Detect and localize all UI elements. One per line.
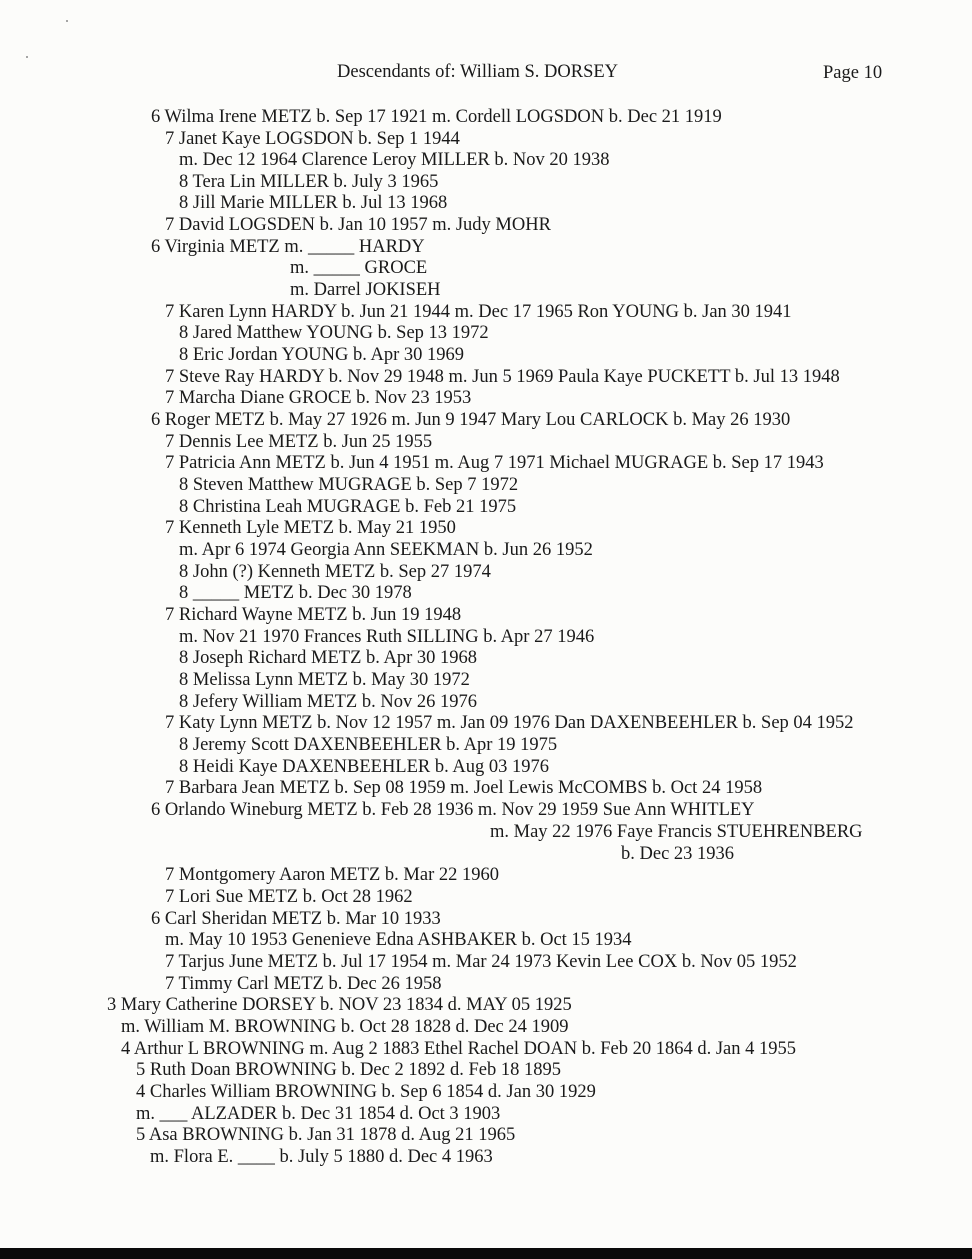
list-line: 7 Lori Sue METZ b. Oct 28 1962 (165, 887, 413, 907)
list-line: 8 Steven Matthew MUGRAGE b. Sep 7 1972 (179, 475, 519, 495)
list-line: 5 Ruth Doan BROWNING b. Dec 2 1892 d. Feb 18 1895 (136, 1060, 561, 1080)
list-line: 7 Dennis Lee METZ b. Jun 25 1955 (165, 432, 433, 452)
page-number: Page 10 (823, 63, 883, 83)
list-line: 6 Wilma Irene METZ b. Sep 17 1921 m. Cordell LOGSDON b. Dec 21 1919 (151, 107, 722, 127)
list-line: 6 Carl Sheridan METZ b. Mar 10 1933 (151, 909, 441, 929)
list-line: 8 John (?) Kenneth METZ b. Sep 27 1974 (179, 562, 491, 582)
list-line: 8 Heidi Kaye DAXENBEEHLER b. Aug 03 1976 (179, 757, 549, 777)
list-line: 7 Montgomery Aaron METZ b. Mar 22 1960 (165, 865, 499, 885)
list-line: 6 Virginia METZ m. _____ HARDY (151, 237, 425, 257)
list-line: m. Nov 21 1970 Frances Ruth SILLING b. Apr 27 1946 (179, 627, 595, 647)
list-line: 7 Richard Wayne METZ b. Jun 19 1948 (165, 605, 462, 625)
list-line: 7 David LOGSDEN b. Jan 10 1957 m. Judy MOHR (165, 215, 551, 235)
page-title: Descendants of: William S. DORSEY (337, 62, 619, 82)
list-line: 8 _____ METZ b. Dec 30 1978 (179, 583, 412, 603)
scan-edge (0, 1248, 972, 1259)
list-line: m. May 10 1953 Genenieve Edna ASHBAKER b. Oct 15 1934 (165, 930, 632, 950)
list-line: m. ___ ALZADER b. Dec 31 1854 d. Oct 3 1903 (136, 1104, 501, 1124)
list-line: 7 Barbara Jean METZ b. Sep 08 1959 m. Joel Lewis McCOMBS b. Oct 24 1958 (165, 778, 763, 798)
list-line: m. Dec 12 1964 Clarence Leroy MILLER b. Nov 20 1938 (179, 150, 610, 170)
list-line: m. Flora E. ____ b. July 5 1880 d. Dec 4 1963 (150, 1147, 493, 1167)
list-line: 7 Karen Lynn HARDY b. Jun 21 1944 m. Dec 17 1965 Ron YOUNG b. Jan 30 1941 (165, 302, 792, 322)
list-line: b. Dec 23 1936 (621, 844, 735, 864)
scan-speck (66, 20, 68, 22)
list-line: 7 Kenneth Lyle METZ b. May 21 1950 (165, 518, 456, 538)
list-line: 8 Jill Marie MILLER b. Jul 13 1968 (179, 193, 448, 213)
scan-speck (26, 56, 28, 58)
list-line: m. William M. BROWNING b. Oct 28 1828 d. Dec 24 1909 (121, 1017, 569, 1037)
list-line: 7 Patricia Ann METZ b. Jun 4 1951 m. Aug 7 1971 Michael MUGRAGE b. Sep 17 1943 (165, 453, 824, 473)
list-line: m. _____ GROCE (290, 258, 428, 278)
list-line: m. Darrel JOKISEH (290, 280, 441, 300)
list-line: 8 Christina Leah MUGRAGE b. Feb 21 1975 (179, 497, 517, 517)
list-line: m. Apr 6 1974 Georgia Ann SEEKMAN b. Jun 26 1952 (179, 540, 593, 560)
list-line: 8 Joseph Richard METZ b. Apr 30 1968 (179, 648, 478, 668)
list-line: 3 Mary Catherine DORSEY b. NOV 23 1834 d. MAY 05 1925 (107, 995, 572, 1015)
list-line: 4 Arthur L BROWNING m. Aug 2 1883 Ethel Rachel DOAN b. Feb 20 1864 d. Jan 4 1955 (121, 1039, 797, 1059)
list-line: m. May 22 1976 Faye Francis STUEHRENBERG (490, 822, 863, 842)
list-line: 7 Katy Lynn METZ b. Nov 12 1957 m. Jan 09 1976 Dan DAXENBEEHLER b. Sep 04 1952 (165, 713, 854, 733)
list-line: 6 Orlando Wineburg METZ b. Feb 28 1936 m. Nov 29 1959 Sue Ann WHITLEY (151, 800, 755, 820)
list-line: 4 Charles William BROWNING b. Sep 6 1854 d. Jan 30 1929 (136, 1082, 596, 1102)
list-line: 7 Marcha Diane GROCE b. Nov 23 1953 (165, 388, 472, 408)
list-line: 8 Jefery William METZ b. Nov 26 1976 (179, 692, 477, 712)
list-line: 7 Tarjus June METZ b. Jul 17 1954 m. Mar 24 1973 Kevin Lee COX b. Nov 05 1952 (165, 952, 797, 972)
list-line: 7 Steve Ray HARDY b. Nov 29 1948 m. Jun 5 1969 Paula Kaye PUCKETT b. Jul 13 1948 (165, 367, 840, 387)
list-line: 8 Jeremy Scott DAXENBEEHLER b. Apr 19 1975 (179, 735, 558, 755)
list-line: 7 Timmy Carl METZ b. Dec 26 1958 (165, 974, 442, 994)
list-line: 6 Roger METZ b. May 27 1926 m. Jun 9 1947 Mary Lou CARLOCK b. May 26 1930 (151, 410, 791, 430)
list-line: 7 Janet Kaye LOGSDON b. Sep 1 1944 (165, 129, 460, 149)
list-line: 8 Melissa Lynn METZ b. May 30 1972 (179, 670, 470, 690)
list-line: 5 Asa BROWNING b. Jan 31 1878 d. Aug 21 1965 (136, 1125, 516, 1145)
list-line: 8 Jared Matthew YOUNG b. Sep 13 1972 (179, 323, 489, 343)
list-line: 8 Eric Jordan YOUNG b. Apr 30 1969 (179, 345, 464, 365)
list-line: 8 Tera Lin MILLER b. July 3 1965 (179, 172, 439, 192)
